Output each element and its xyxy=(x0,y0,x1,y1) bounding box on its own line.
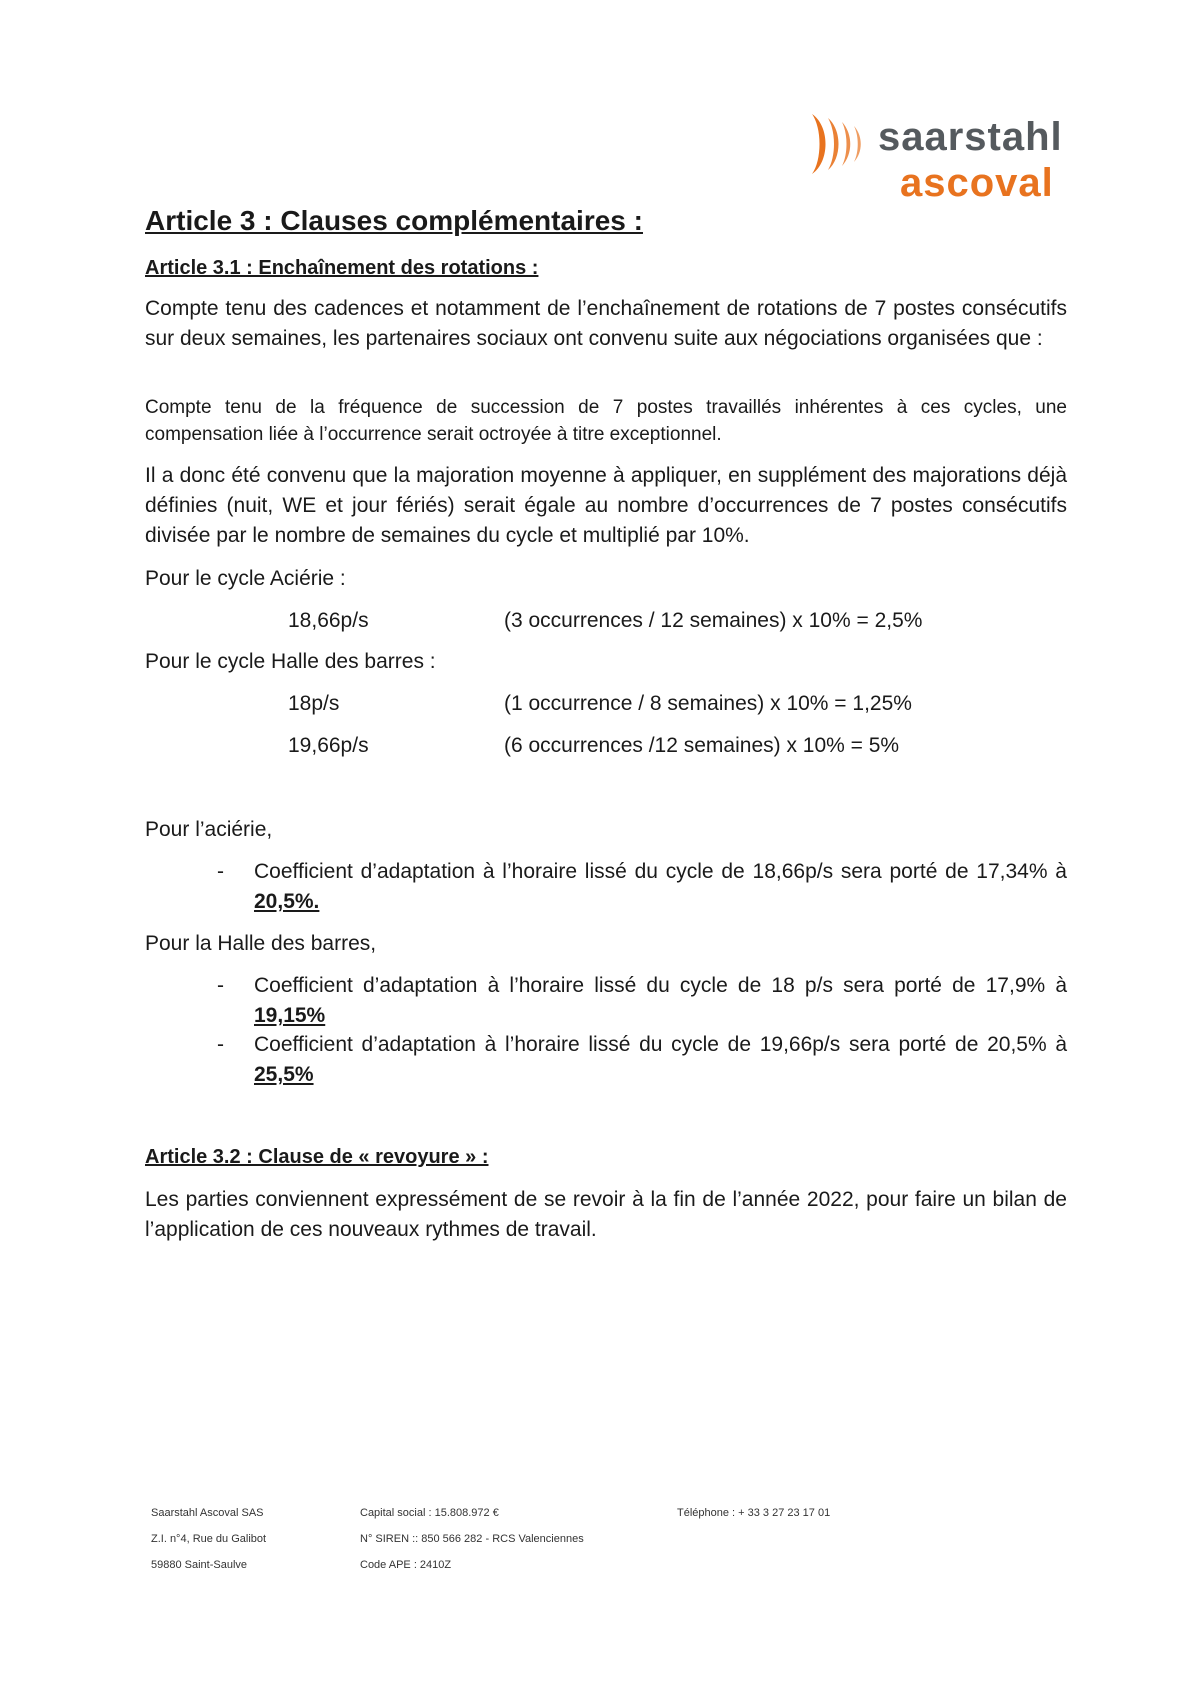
paragraph-intro: Compte tenu des cadences et notamment de l’enchaînement de rotations de 7 postes consécutifs sur deux semaines, les partenaires sociaux ont convenu suite aux négociations organisées que : xyxy=(145,297,1067,350)
acierie-cycle-calc: (3 occurrences / 12 semaines) x 10% = 2,5% xyxy=(504,609,923,632)
cycle-halle-label: Pour le cycle Halle des barres : xyxy=(145,650,436,673)
company-logo xyxy=(808,108,1068,208)
halle-cycle-value-2: 19,66p/s xyxy=(288,734,369,757)
logo-text-ascoval: ascoval xyxy=(900,161,1054,205)
paragraph-majoration: Il a donc été convenu que la majoration moyenne à appliquer, en supplément des majorations déjà définies (nuit, WE et jour fériés) serait égale au nombre d’occurrences de 7 postes consécutifs divisée par le nombre de semaines du cycle et multiplié par 10%. xyxy=(145,464,1067,547)
bullet-text: Coefficient d’adaptation à l’horaire lissé du cycle de 19,66p/s sera porté de 20,5% à 25,5% xyxy=(254,1033,1067,1086)
footer-company: Saarstahl Ascoval SAS Z.I. n°4, Rue du Galibot 59880 Saint-Saulve xyxy=(151,1507,267,1571)
acierie-cycle-value: 18,66p/s xyxy=(288,609,369,632)
bullet-text: Coefficient d’adaptation à l’horaire lissé du cycle de 18 p/s sera porté de 17,9% à 19,15% xyxy=(254,974,1067,1027)
logo-swoosh-icon xyxy=(808,112,874,176)
halle-cycle-value-1: 18p/s xyxy=(288,692,340,715)
cycle-acierie-label: Pour le cycle Aciérie : xyxy=(145,567,346,590)
bullet-text: Coefficient d’adaptation à l’horaire lissé du cycle de 18,66p/s sera porté de 17,34% à 20,5%. xyxy=(254,860,1067,913)
section-heading-3-1: Article 3.1 : Enchaînement des rotations : xyxy=(145,257,539,279)
logo-text-saarstahl: saarstahl xyxy=(878,115,1063,159)
bullet-dash: - xyxy=(217,1033,224,1056)
halle-cycle-calc-2: (6 occurrences /12 semaines) x 10% = 5% xyxy=(504,734,900,757)
list-item xyxy=(217,1030,1067,1090)
highlight-value: 20,5%. xyxy=(254,890,320,913)
list-item xyxy=(217,971,1067,1031)
highlight-value: 25,5% xyxy=(254,1063,314,1086)
highlight-value: 19,15% xyxy=(254,1004,326,1027)
article-title: Article 3 : Clauses complémentaires : xyxy=(145,205,643,236)
acierie-intro: Pour l’aciérie, xyxy=(145,818,273,841)
footer-contact: Téléphone : + 33 3 27 23 17 01 xyxy=(677,1507,831,1519)
bullet-dash: - xyxy=(217,860,224,883)
list-item xyxy=(217,857,1067,917)
section-heading-3-2: Article 3.2 : Clause de « revoyure » : xyxy=(145,1146,489,1168)
paragraph-revoyure: Les parties conviennent expressément de se revoir à la fin de l’année 2022, pour faire un bilan de l’application de ces nouveaux rythmes de travail. xyxy=(145,1188,1067,1241)
halle-intro: Pour la Halle des barres, xyxy=(145,932,377,955)
halle-cycle-calc-1: (1 occurrence / 8 semaines) x 10% = 1,25% xyxy=(504,692,912,715)
footer-registration: Capital social : 15.808.972 € N° SIREN :: 850 566 282 - RCS Valenciennes Code APE : 2410Z xyxy=(360,1507,584,1571)
bullet-dash: - xyxy=(217,974,224,997)
paragraph-compensation: Compte tenu de la fréquence de succession de 7 postes travaillés inhérentes à ces cycles, une compensation liée à l’occurrence serait octroyée à titre exceptionnel. xyxy=(145,397,1067,445)
